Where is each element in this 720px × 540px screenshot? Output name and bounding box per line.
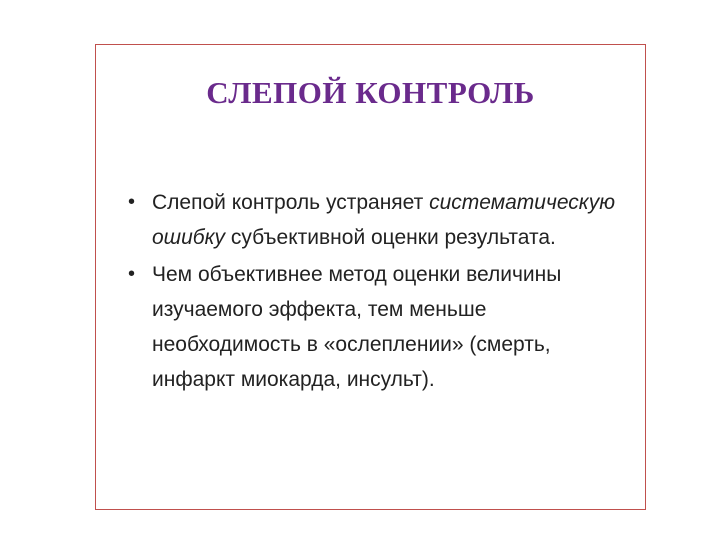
slide-frame xyxy=(95,44,646,510)
bullet-item-blind-control xyxy=(126,185,626,255)
bullet-text-part: Слепой контроль устраняет xyxy=(152,191,430,214)
bullet-italic-term: систематическую ошибку xyxy=(152,191,615,249)
bullet-icon: • xyxy=(128,191,136,213)
bullet-list xyxy=(126,185,626,399)
bullet-item-objective-method xyxy=(126,257,626,397)
bullet-text-part: субъективной оценки результата. xyxy=(225,226,556,249)
slide-title: СЛЕПОЙ КОНТРОЛЬ xyxy=(206,75,535,110)
bullet-icon: • xyxy=(128,263,136,285)
bullet-text: Чем объективнее метод оценки величины изучаемого эффекта, тем меньше необходимость в «ослеплении» (смерть, инфаркт миокарда, инсульт). xyxy=(152,263,562,391)
